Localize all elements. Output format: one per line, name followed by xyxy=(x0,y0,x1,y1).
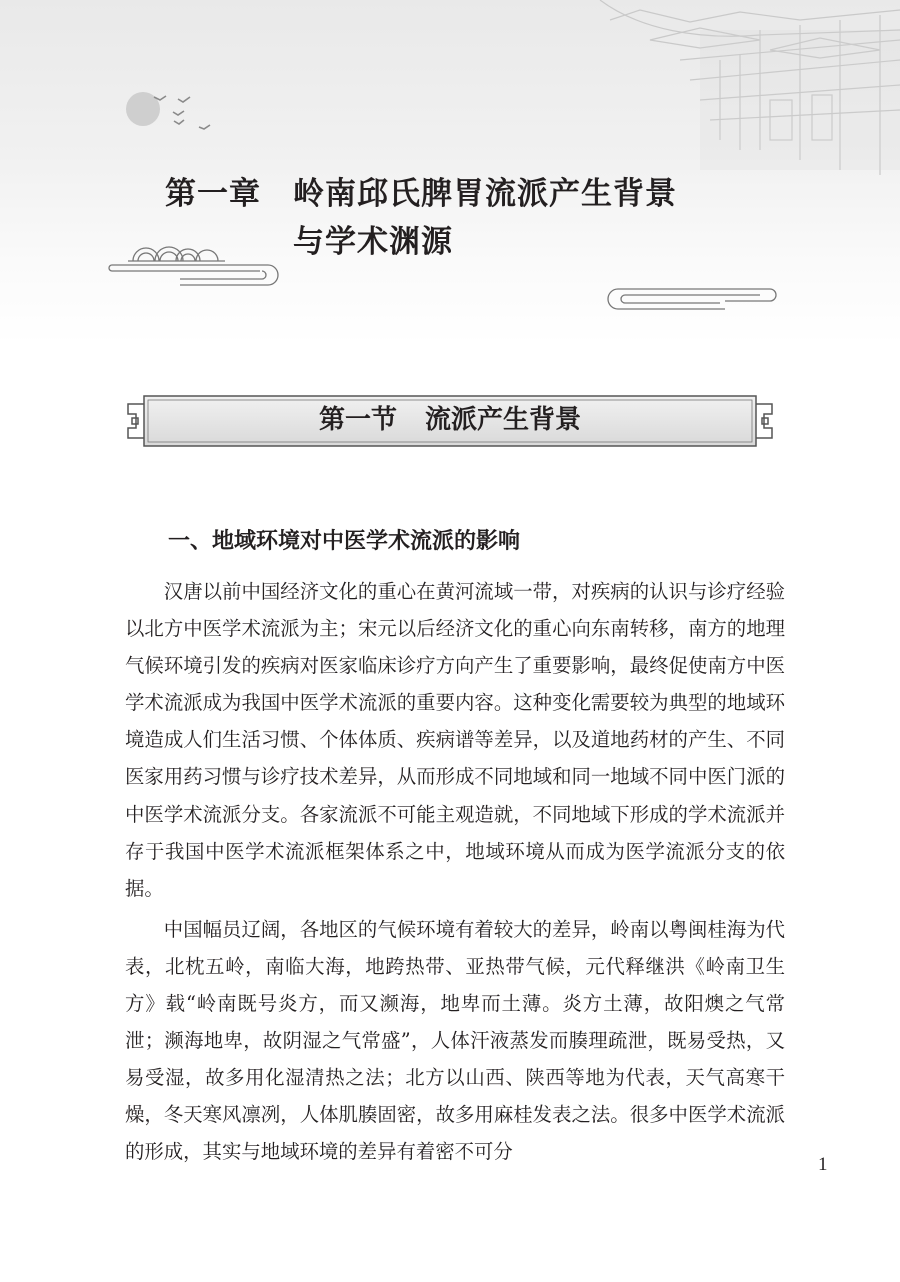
page-number: 1 xyxy=(818,1154,828,1175)
birds-icon xyxy=(154,96,210,129)
section-title xyxy=(120,398,780,442)
chapter-title-line2: 与学术渊源 xyxy=(293,224,453,260)
body-text xyxy=(125,573,785,1171)
section-number: 第一节 xyxy=(318,405,397,435)
subsection-heading: 一、地域环境对中医学术流派的影响 xyxy=(168,529,521,554)
paragraph: 汉唐以前中国经济文化的重心在黄河流域一带，对疾病的认识与诊疗经验以北方中医学术流派为主；宋元以后经济文化的重心向东南转移，南方的地理气候环境引发的疾病对医家临床诊疗方向产生了重要影响，最终促使南方中医学术流派成为我国中医学术流派的重要内容。这种变化需要较为典型的地域环境造成人们生活习惯、个体体质、疾病谱等差异，以及道地药材的产生、不同医家用药习惯与诊疗技术差异，从而形成不同地域和同一地域不同中医门派的中医学术流派分支。各家流派不可能主观造就，不同地域下形成的学术流派并存于我国中医学术流派框架体系之中，地域环境从而成为医学流派分支的依据。 xyxy=(125,580,785,900)
chapter-number: 第一章 xyxy=(165,176,261,212)
scroll-ornament-icon xyxy=(608,289,776,309)
section-name: 流派产生背景 xyxy=(425,405,582,435)
paragraph: 中国幅员辽阔，各地区的气候环境有着较大的差异，岭南以粤闽桂海为代表，北枕五岭，南临大海，地跨热带、亚热带气候，元代释继洪《岭南卫生方》载“岭南既号炎方，而又濒海，地卑而土薄。炎方土薄，故阳燠之气常泄；濒海地卑，故阴湿之气常盛”，人体汗液蒸发而腠理疏泄，既易受热，又易受湿，故多用化湿清热之法；北方以山西、陕西等地为代表，天气高寒干燥，冬天寒风凛冽，人体肌腠固密，故多用麻桂发表之法。很多中医学术流派的形成，其实与地域环境的差异有着密不可分 xyxy=(125,917,785,1164)
chapter-title xyxy=(165,170,677,266)
chapter-title-line1: 岭南邱氏脾胃流派产生背景 xyxy=(293,176,677,212)
